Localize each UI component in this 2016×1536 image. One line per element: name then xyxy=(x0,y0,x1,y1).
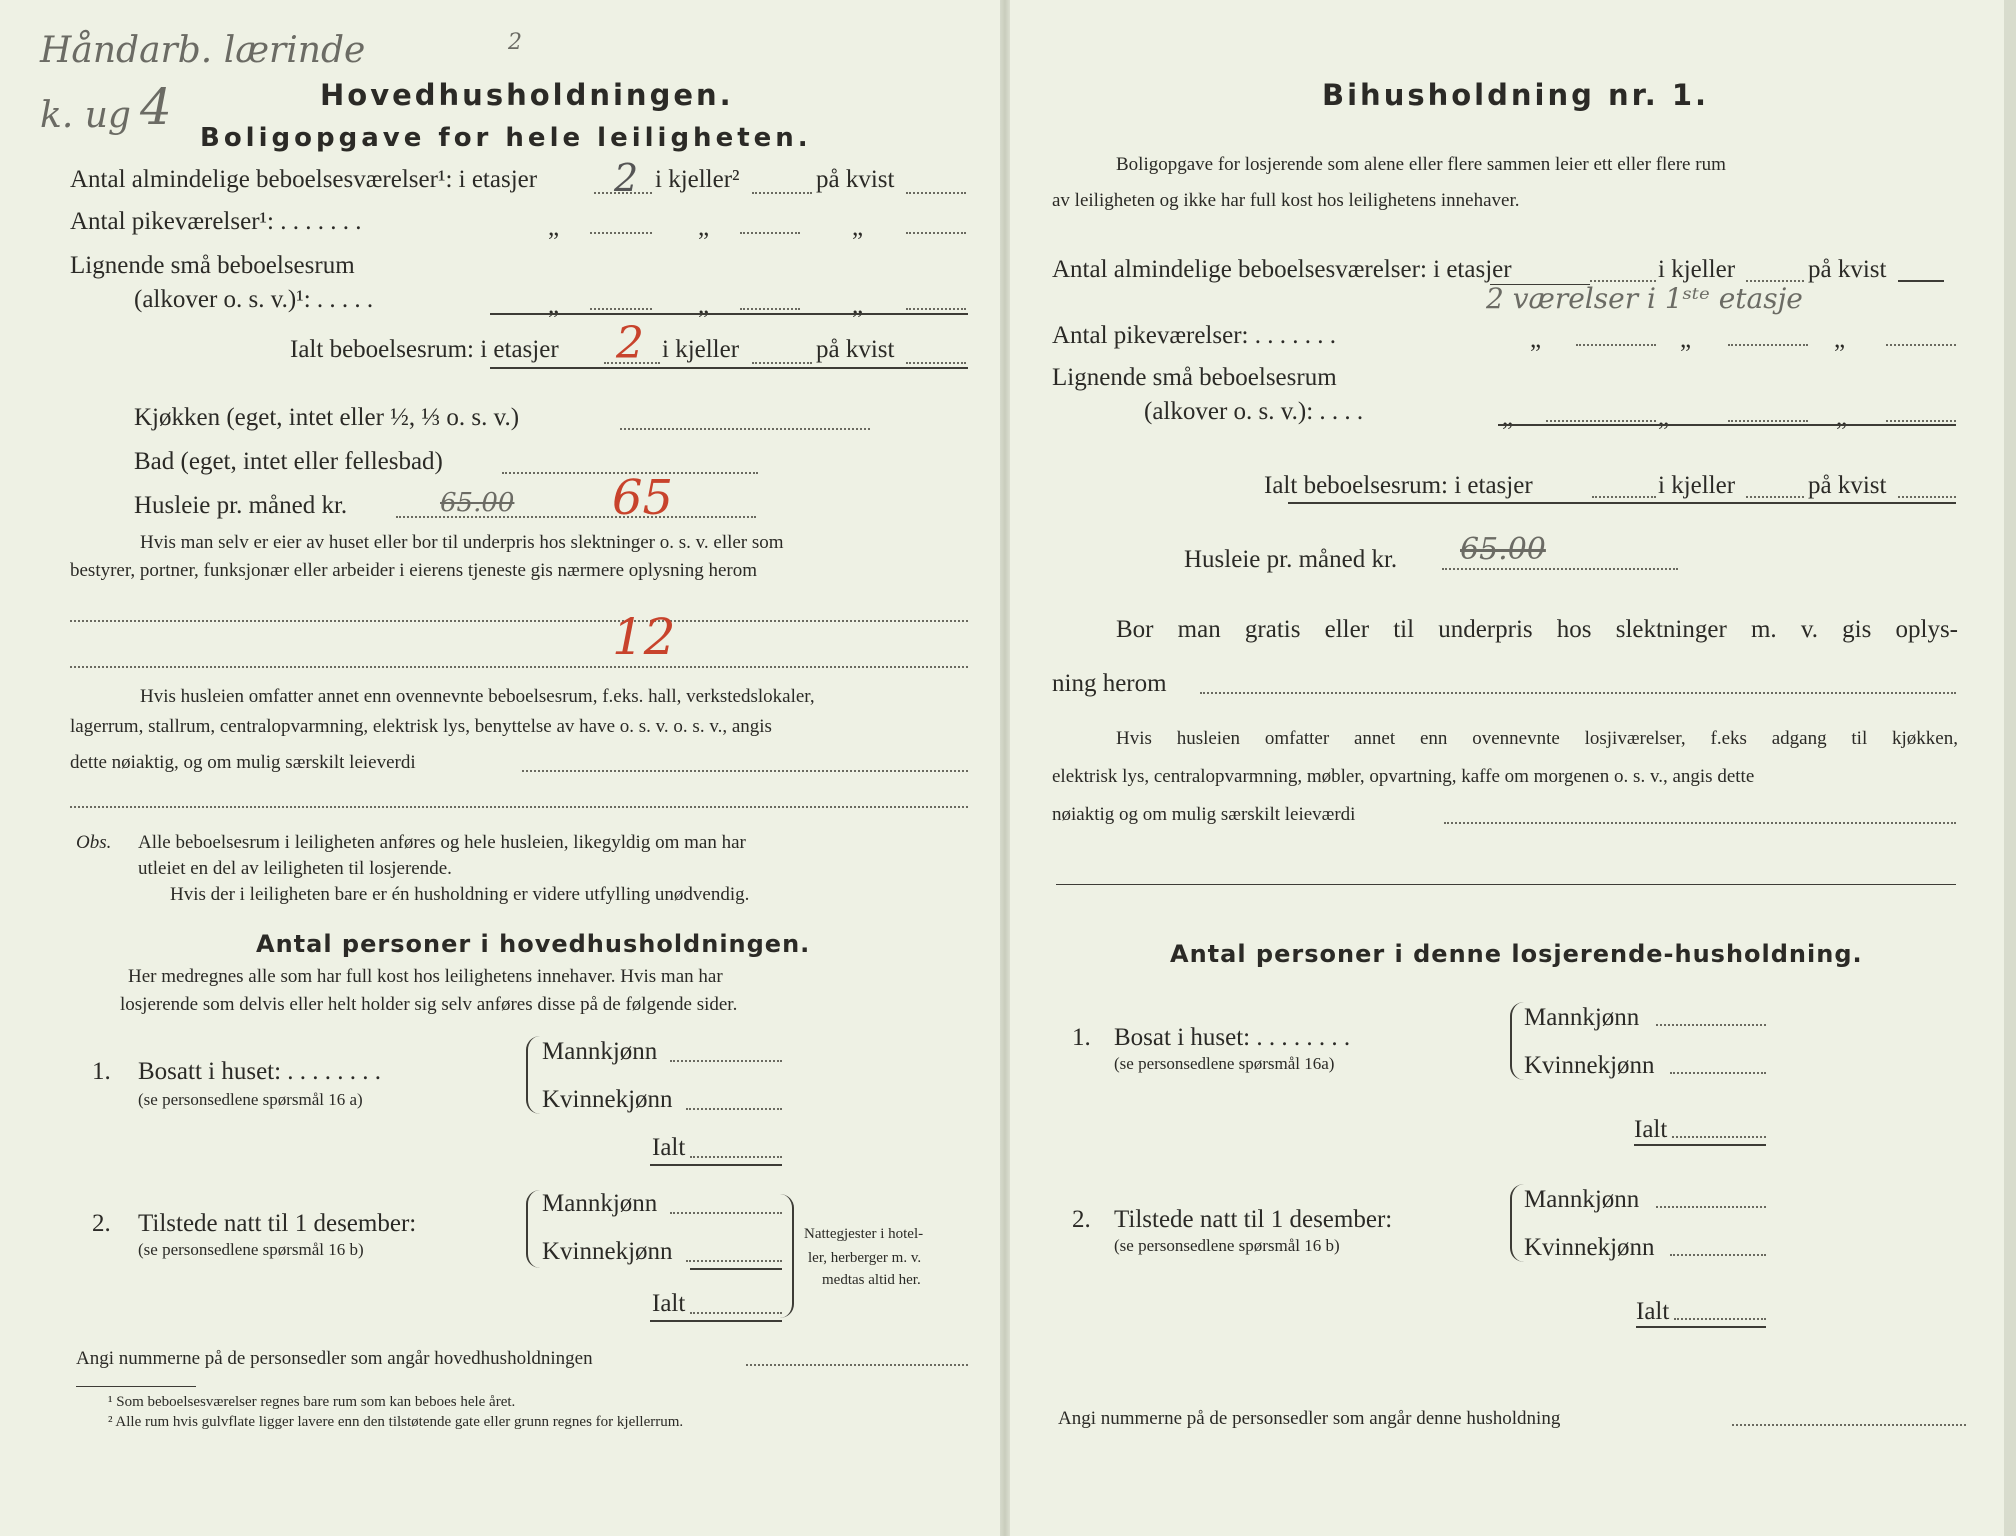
q2-num: 2. xyxy=(1072,1206,1091,1233)
husleie-label: Husleie pr. måned kr. xyxy=(134,492,348,519)
row-alkover-label: (alkover o. s. v.)¹: . . . . . xyxy=(134,286,374,313)
q2-ialt: Ialt xyxy=(652,1290,686,1317)
husleie-value-red: 65 xyxy=(612,470,674,526)
row-pike-label: Antal pikeværelser¹: . . . . . . . xyxy=(70,208,362,235)
obs-text-1: Alle beboelsesrum i leiligheten anføres og hele husleien, likegyldig om man har xyxy=(138,832,746,853)
q2-mann: Mannkjønn xyxy=(542,1190,658,1217)
intro-2: av leiligheten og ikke har full kost hos leilighetens innehaver. xyxy=(1052,190,1520,211)
right-page xyxy=(1010,0,2016,1536)
page-fold xyxy=(1000,0,1010,1536)
obs-label: Obs. xyxy=(76,832,112,853)
q1-sub: (se personsedlene spørsmål 16 a) xyxy=(138,1090,363,1109)
q2-sub: (se personsedlene spørsmål 16 b) xyxy=(138,1240,364,1259)
ialt-kvist: på kvist xyxy=(1808,472,1887,499)
sheet-edge xyxy=(2004,0,2016,1536)
eier-text-2: bestyrer, portner, funksjonær eller arbeider i eierens tjeneste gis nærmere oplysning herom xyxy=(70,560,758,581)
q1-ialt: Ialt xyxy=(652,1134,686,1161)
q1-mann: Mannkjønn xyxy=(542,1038,658,1065)
left-page xyxy=(0,0,1000,1536)
q1-num: 1. xyxy=(92,1058,111,1085)
omfatter-2: elektrisk lys, centralopvarmning, møbler, opvartning, kaffe om morgenen o. s. v., angis dette xyxy=(1052,766,1755,787)
page-title: Hovedhusholdningen. xyxy=(320,78,734,112)
red-note: 12 xyxy=(612,608,676,666)
ialt-kjeller: i kjeller xyxy=(1658,472,1736,499)
ialt-kvist: på kvist xyxy=(816,336,895,363)
page-title: Bihusholdning nr. 1. xyxy=(1322,78,1710,112)
husleie-label: Husleie pr. måned kr. xyxy=(1184,546,1398,573)
omfatter-text-2: lagerrum, stallrum, centralopvarmning, elektrisk lys, benyttelse av have o. s. v. o. s. v., angis xyxy=(70,716,772,737)
husleie-value: 65.00 xyxy=(1460,532,1546,567)
gratis-1: Bor man gratis eller til underpris hos slektninger m. v. gis oplys- xyxy=(1116,616,1958,643)
q1-label: Bosat i huset: . . . . . . . . xyxy=(1114,1024,1351,1051)
ialt-label: Ialt beboelsesrum: i etasjer xyxy=(1264,472,1533,499)
row-alkover-label: (alkover o. s. v.): . . . . xyxy=(1144,398,1364,425)
q2-kvinne: Kvinnekjønn xyxy=(542,1238,673,1265)
hand-note-number: 4 xyxy=(140,78,172,136)
q1-label: Bosatt i huset: . . . . . . . . xyxy=(138,1058,382,1085)
q1-kvinne: Kvinnekjønn xyxy=(1524,1052,1655,1079)
hand-note-kug: k. ug xyxy=(40,95,131,136)
ditto-mark: „ xyxy=(698,214,710,241)
ditto-mark: „ xyxy=(1658,404,1670,431)
ditto-mark: „ xyxy=(1530,326,1542,353)
omfatter-text-1: Hvis husleien omfatter annet enn ovennevnte beboelsesrum, f.eks. hall, verkstedslokaler, xyxy=(140,686,815,707)
antal-title: Antal personer i hovedhusholdningen. xyxy=(256,930,811,958)
row-alm-kvist: på kvist xyxy=(816,166,895,193)
row-alm-label: Antal almindelige beboelsesværelser¹: i etasjer xyxy=(70,166,538,193)
footnote-1: ¹ Som beboelsesværelser regnes bare rum som kan beboes hele året. xyxy=(108,1394,516,1410)
ditto-mark: „ xyxy=(1834,326,1846,353)
ditto-mark: „ xyxy=(548,292,560,319)
ditto-mark: „ xyxy=(1502,404,1514,431)
q1-sub: (se personsedlene spørsmål 16a) xyxy=(1114,1054,1335,1073)
ditto-mark: „ xyxy=(852,214,864,241)
hand-note-small: 2 xyxy=(508,30,522,55)
ditto-mark: „ xyxy=(548,214,560,241)
q1-mann: Mannkjønn xyxy=(1524,1004,1640,1031)
obs-text-3: Hvis der i leiligheten bare er én husholdning er videre utfylling unødvendig. xyxy=(170,884,750,905)
omfatter-text-3: dette nøiaktig, og om mulig særskilt leieverdi xyxy=(70,752,416,773)
hand-note-rooms: 2 værelser i 1ˢᵗᵉ etasje xyxy=(1486,282,1803,315)
row-alm-kvist: på kvist xyxy=(1808,256,1887,283)
natt-note-3: medtas altid her. xyxy=(822,1272,921,1288)
ditto-mark: „ xyxy=(852,292,864,319)
q2-mann: Mannkjønn xyxy=(1524,1186,1640,1213)
q2-label: Tilstede natt til 1 desember: xyxy=(1114,1206,1393,1233)
row-alm-kjeller: i kjeller xyxy=(1658,256,1736,283)
row-pike-label: Antal pikeværelser: . . . . . . . xyxy=(1052,322,1336,349)
hand-note-occupation: Håndarb. lærinde xyxy=(40,30,366,71)
husleie-value-struck: 65.00 xyxy=(440,488,515,518)
row-alm-label: Antal almindelige beboelsesværelser: i etasjer xyxy=(1052,256,1512,283)
bad-label: Bad (eget, intet eller fellesbad) xyxy=(134,448,443,475)
q2-label: Tilstede natt til 1 desember: xyxy=(138,1210,417,1237)
omfatter-3: nøiaktig og om mulig særskilt leieværdi xyxy=(1052,804,1356,825)
kjokken-label: Kjøkken (eget, intet eller ½, ⅓ o. s. v.) xyxy=(134,404,520,431)
obs-text-2: utleiet en del av leiligheten til losjerende. xyxy=(138,858,452,879)
omfatter-1: Hvis husleien omfatter annet enn ovennevnte losjiværelser, f.eks adgang til kjøkken, xyxy=(1116,728,1958,749)
q1-kvinne: Kvinnekjønn xyxy=(542,1086,673,1113)
ditto-mark: „ xyxy=(1836,404,1848,431)
q2-sub: (se personsedlene spørsmål 16 b) xyxy=(1114,1236,1340,1255)
q2-num: 2. xyxy=(92,1210,111,1237)
ialt-label: Ialt beboelsesrum: i etasjer xyxy=(290,336,559,363)
gratis-2: ning herom xyxy=(1052,670,1167,697)
angi-text: Angi nummerne på de personsedler som angår hovedhusholdningen xyxy=(76,1348,593,1369)
natt-note-1: Nattegjester i hotel- xyxy=(804,1226,924,1242)
q1-ialt: Ialt xyxy=(1634,1116,1668,1143)
page-subtitle: Boligopgave for hele leiligheten. xyxy=(200,123,812,153)
ditto-mark: „ xyxy=(698,292,710,319)
antal-text-1: Her medregnes alle som har full kost hos leilighetens innehaver. Hvis man har xyxy=(128,966,723,987)
natt-note-2: ler, herberger m. v. xyxy=(808,1250,922,1266)
ditto-mark: „ xyxy=(1680,326,1692,353)
row-lign-label: Lignende små beboelsesrum xyxy=(1052,364,1337,391)
angi-text: Angi nummerne på de personsedler som angår denne husholdning xyxy=(1058,1408,1561,1429)
q2-ialt: Ialt xyxy=(1636,1298,1670,1325)
eier-text-1: Hvis man selv er eier av huset eller bor til underpris hos slektninger o. s. v. eller som xyxy=(140,532,784,553)
row-alm-kjeller: i kjeller² xyxy=(655,166,740,193)
antal-title: Antal personer i denne losjerende-husholdning. xyxy=(1170,940,1863,968)
ialt-kjeller: i kjeller xyxy=(662,336,740,363)
row-lign-label: Lignende små beboelsesrum xyxy=(70,252,355,279)
q2-kvinne: Kvinnekjønn xyxy=(1524,1234,1655,1261)
antal-text-2: losjerende som delvis eller helt holder sig selv anføres disse på de følgende sider. xyxy=(120,994,738,1015)
intro-1: Boligopgave for losjerende som alene eller flere sammen leier ett eller flere rum xyxy=(1116,154,1726,175)
row-alm-etasjer-value: 2 xyxy=(614,156,639,200)
q1-num: 1. xyxy=(1072,1024,1091,1051)
footnote-2: ² Alle rum hvis gulvflate ligger lavere enn den tilstøtende gate eller grunn regnes for kjellerrum. xyxy=(108,1414,684,1430)
ialt-etasjer-value: 2 xyxy=(616,318,644,369)
